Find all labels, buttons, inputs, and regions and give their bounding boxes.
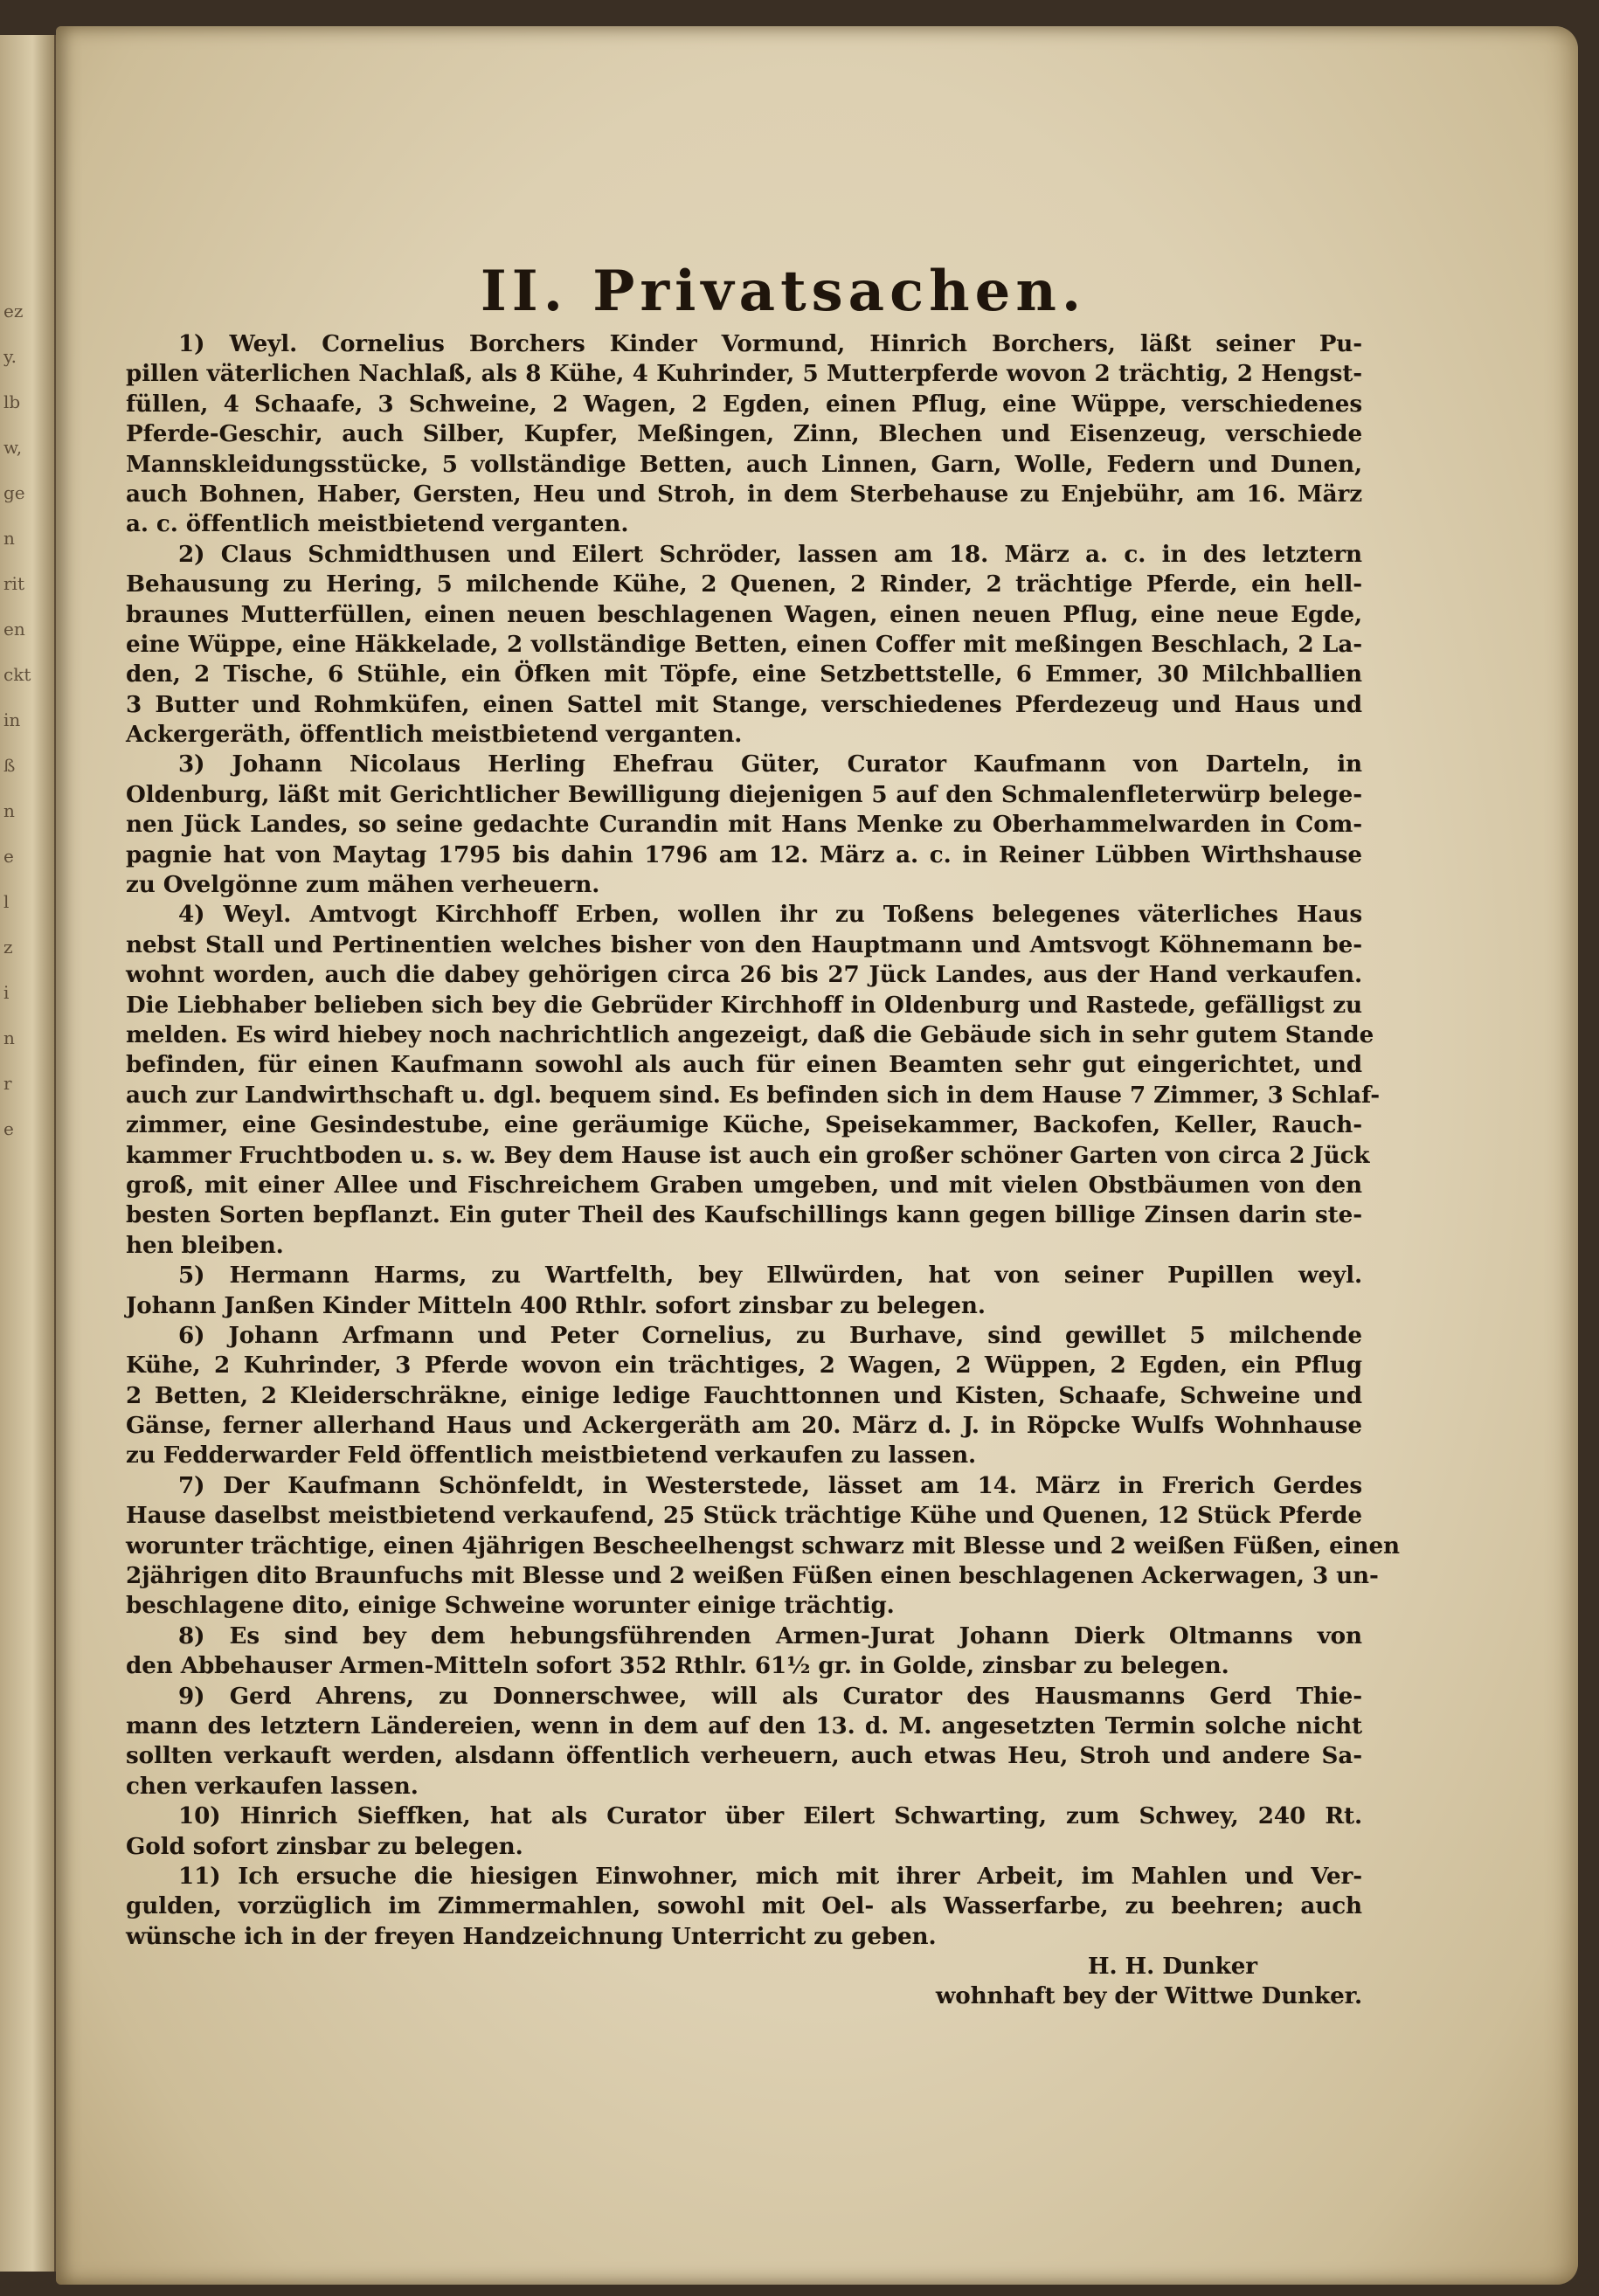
text-line: 3) Johann Nicolaus Herling Ehefrau Güter, Curator Kaufmann von Darteln, in: [178, 750, 1362, 778]
notice-entry: [126, 1862, 1362, 1952]
signature-address: wohnhaft bey der Wittwe Dunker.: [935, 1982, 1362, 2010]
text-line: groß, mit einer Allee und Fischreichem Graben umgeben, und mit vielen Obstbäumen von den: [126, 1171, 1362, 1199]
notice-entry: [126, 540, 1362, 750]
text-line: wünsche ich in der freyen Handzeichnung Unterricht zu geben.: [126, 1922, 937, 1950]
previous-page-fragment: ß: [3, 755, 16, 776]
previous-page-fragment: in: [3, 709, 21, 730]
notice-entry: [126, 1321, 1362, 1471]
text-line: Mannskleidungsstücke, 5 vollständige Betten, auch Linnen, Garn, Wolle, Federn und Dunen,: [126, 450, 1362, 478]
notice-entry: [126, 1471, 1400, 1622]
previous-page-fragment: i: [3, 982, 10, 1003]
text-line: 9) Gerd Ahrens, zu Donnerschwee, will als Curator des Hausmanns Gerd Thie-: [178, 1682, 1362, 1710]
text-line: 10) Hinrich Sieffken, hat als Curator über Eilert Schwarting, zum Schwey, 240 Rt.: [178, 1802, 1362, 1830]
notice-entry: [126, 750, 1362, 900]
text-line: pagnie hat von Maytag 1795 bis dahin 1796 am 12. März a. c. in Reiner Lübben Wirthshause: [126, 840, 1362, 868]
text-line: zu Fedderwarder Feld öffentlich meistbietend verkaufen zu lassen.: [126, 1442, 977, 1470]
text-line: braunes Mutterfüllen, einen neuen beschlagenen Wagen, einen neuen Pflug, eine neue Egde,: [126, 600, 1362, 628]
text-line: 3 Butter und Rohmküfen, einen Sattel mit Stange, verschiedenes Pferdezeug und Haus und: [126, 690, 1362, 718]
text-line: den, 2 Tische, 6 Stühle, ein Öfken mit Töpfe, eine Setzbettstelle, 6 Emmer, 30 Milchballien: [126, 660, 1362, 688]
text-line: 2 Betten, 2 Kleiderschräkne, einige ledige Fauchttonnen und Kisten, Schaafe, Schweine und: [126, 1381, 1362, 1409]
previous-page-fragment: n: [3, 1027, 15, 1048]
text-line: 2jährigen dito Braunfuchs mit Blesse und 2 weißen Füßen einen beschlagenen Ackerwagen, 3 un-: [126, 1562, 1379, 1590]
document-page: [56, 26, 1578, 2285]
text-line: besten Sorten bepflanzt. Ein guter Theil des Kaufschillings kann gegen billige Zinsen darin ste-: [126, 1201, 1362, 1229]
text-line: 11) Ich ersuche die hiesigen Einwohner, mich mit ihrer Arbeit, im Mahlen und Ver-: [178, 1862, 1362, 1890]
text-line: Pferde-Geschir, auch Silber, Kupfer, Meßingen, Zinn, Blechen und Eisenzeug, verschiede: [126, 420, 1362, 448]
text-line: sollten verkauft werden, alsdann öffentlich verheuern, auch etwas Heu, Stroh und andere Sa-: [126, 1742, 1362, 1770]
text-line: 7) Der Kaufmann Schönfeldt, in Westerstede, lässet am 14. März in Frerich Gerdes: [178, 1471, 1362, 1499]
previous-page-fragment: w,: [3, 437, 23, 458]
notice-entry: [126, 1802, 1362, 1862]
previous-page-fragment: ez: [3, 301, 24, 322]
text-line: zimmer, eine Gesindestube, eine geräumige Küche, Speisekammer, Backofen, Keller, Rauch-: [126, 1111, 1362, 1139]
text-line: 4) Weyl. Amtvogt Kirchhoff Erben, wollen ihr zu Toßens belegenes väterliches Haus: [178, 901, 1362, 929]
previous-page-fragment: ckt: [3, 664, 31, 685]
previous-page-fragment: y.: [3, 346, 17, 367]
text-line: Ackergeräth, öffentlich meistbietend verganten.: [126, 721, 743, 749]
text-line: eine Wüppe, eine Häkkelade, 2 vollständige Betten, einen Coffer mit meßingen Beschlach, 2 La-: [126, 630, 1362, 658]
text-line: nebst Stall und Pertinentien welches bisher von den Hauptmann und Amtsvogt Köhnemann be-: [126, 930, 1362, 958]
notice-entry: [126, 900, 1381, 1261]
text-line: Gold sofort zinsbar zu belegen.: [126, 1832, 523, 1860]
text-line: auch Bohnen, Haber, Gersten, Heu und Stroh, in dem Sterbehause zu Enjebühr, am 16. März: [126, 480, 1362, 508]
previous-page-text-fragments: [3, 288, 49, 1151]
text-line: Hause daselbst meistbietend verkaufend, 25 Stück trächtige Kühe und Quenen, 12 Stück Pferde: [126, 1502, 1362, 1530]
text-line: gulden, vorzüglich im Zimmermahlen, sowohl mit Oel- als Wasserfarbe, zu beehren; auch: [126, 1892, 1362, 1920]
previous-page-fragment: n: [3, 528, 15, 549]
text-line: 5) Hermann Harms, zu Wartfelth, bey Ellwürden, hat von seiner Pupillen weyl.: [178, 1262, 1362, 1290]
text-line: melden. Es wird hiebey noch nachrichtlich angezeigt, daß die Gebäude sich in sehr gutem Stande: [126, 1020, 1374, 1048]
text-line: Behausung zu Hering, 5 milchende Kühe, 2 Quenen, 2 Rinder, 2 trächtige Pferde, ein hell-: [126, 571, 1362, 598]
text-line: 6) Johann Arfmann und Peter Cornelius, zu Burhave, sind gewillet 5 milchende: [178, 1321, 1362, 1349]
notice-entry: [126, 329, 1362, 540]
previous-page-fragment: r: [3, 1073, 12, 1094]
notice-list: [126, 329, 1400, 1952]
text-line: den Abbehauser Armen-Mitteln sofort 352 Rthlr. 61½ gr. in Golde, zinsbar zu belegen.: [126, 1652, 1229, 1680]
section-heading: II. Privatsachen.: [480, 259, 1087, 324]
text-line: befinden, für einen Kaufmann sowohl als auch für einen Beamten sehr gut eingerichtet, und: [126, 1051, 1362, 1079]
text-line: 8) Es sind bey dem hebungsführenden Armen-Jurat Johann Dierk Oltmanns von: [178, 1622, 1362, 1649]
page-text: [126, 258, 1400, 2012]
notice-entry: [126, 1622, 1362, 1682]
text-line: pillen väterlichen Nachlaß, als 8 Kühe, 4 Kuhrinder, 5 Mutterpferde wovon 2 trächtig, 2 Hengst-: [126, 360, 1362, 388]
text-line: füllen, 4 Schaafe, 3 Schweine, 2 Wagen, 2 Egden, einen Pflug, eine Wüppe, verschiedenes: [126, 390, 1362, 418]
text-line: Kühe, 2 Kuhrinder, 3 Pferde wovon ein trächtiges, 2 Wagen, 2 Wüppen, 2 Egden, ein Pflug: [126, 1352, 1362, 1380]
text-line: beschlagene dito, einige Schweine worunter einige trächtig.: [126, 1592, 895, 1620]
previous-page-fragment: e: [3, 846, 14, 867]
text-line: worunter trächtige, einen 4jährigen Bescheelhengst schwarz mit Blesse und 2 weißen Füßen, einen: [126, 1532, 1400, 1559]
text-line: chen verkaufen lassen.: [126, 1772, 419, 1800]
previous-page-fragment: z: [3, 937, 13, 958]
text-line: Johann Janßen Kinder Mitteln 400 Rthlr. sofort zinsbar zu belegen.: [126, 1291, 986, 1319]
signature-name: H. H. Dunker: [1087, 1953, 1257, 1981]
text-line: auch zur Landwirthschaft u. dgl. bequem sind. Es befinden sich in dem Hause 7 Zimmer, 3 Schlaf-: [126, 1081, 1381, 1109]
previous-page-fragment: n: [3, 800, 15, 821]
previous-page-fragment: en: [3, 619, 25, 640]
text-line: mann des letztern Ländereien, wenn in dem auf den 13. d. M. angesetzten Termin solche nicht: [126, 1712, 1362, 1739]
previous-page-fragment: l: [3, 891, 10, 912]
previous-page-fragment: e: [3, 1118, 14, 1139]
text-line: 1) Weyl. Cornelius Borchers Kinder Vormund, Hinrich Borchers, läßt seiner Pu-: [178, 330, 1362, 357]
text-line: kammer Fruchtboden u. s. w. Bey dem Hause ist auch ein großer schöner Garten von circa 2 Jück: [126, 1141, 1370, 1169]
text-line: Oldenburg, läßt mit Gerichtlicher Bewilligung diejenigen 5 auf den Schmalenfleterwürp belege-: [126, 780, 1362, 808]
previous-page-edge: [0, 35, 56, 2272]
text-line: a. c. öffentlich meistbietend verganten.: [126, 510, 629, 538]
notice-entry: [126, 1682, 1362, 1802]
text-line: 2) Claus Schmidthusen und Eilert Schröder, lassen am 18. März a. c. in des letztern: [178, 540, 1362, 568]
text-line: Gänse, ferner allerhand Haus und Ackergeräth am 20. März d. J. in Röpcke Wulfs Wohnhause: [126, 1412, 1362, 1440]
text-line: wohnt worden, auch die dabey gehörigen circa 26 bis 27 Jück Landes, aus der Hand verkaufen.: [126, 961, 1362, 989]
notice-entry: [126, 1261, 1362, 1321]
previous-page-fragment: lb: [3, 391, 21, 412]
previous-page-fragment: rit: [3, 573, 24, 594]
text-line: Die Liebhaber belieben sich bey die Gebrüder Kirchhoff in Oldenburg und Rastede, gefälligst zu: [126, 991, 1362, 1019]
previous-page-fragment: ge: [3, 482, 25, 503]
text-line: zu Ovelgönne zum mähen verheuern.: [126, 871, 600, 899]
text-line: nen Jück Landes, so seine gedachte Curandin mit Hans Menke zu Oberhammelwarden in Com-: [126, 811, 1362, 839]
text-line: hen bleiben.: [126, 1231, 284, 1259]
